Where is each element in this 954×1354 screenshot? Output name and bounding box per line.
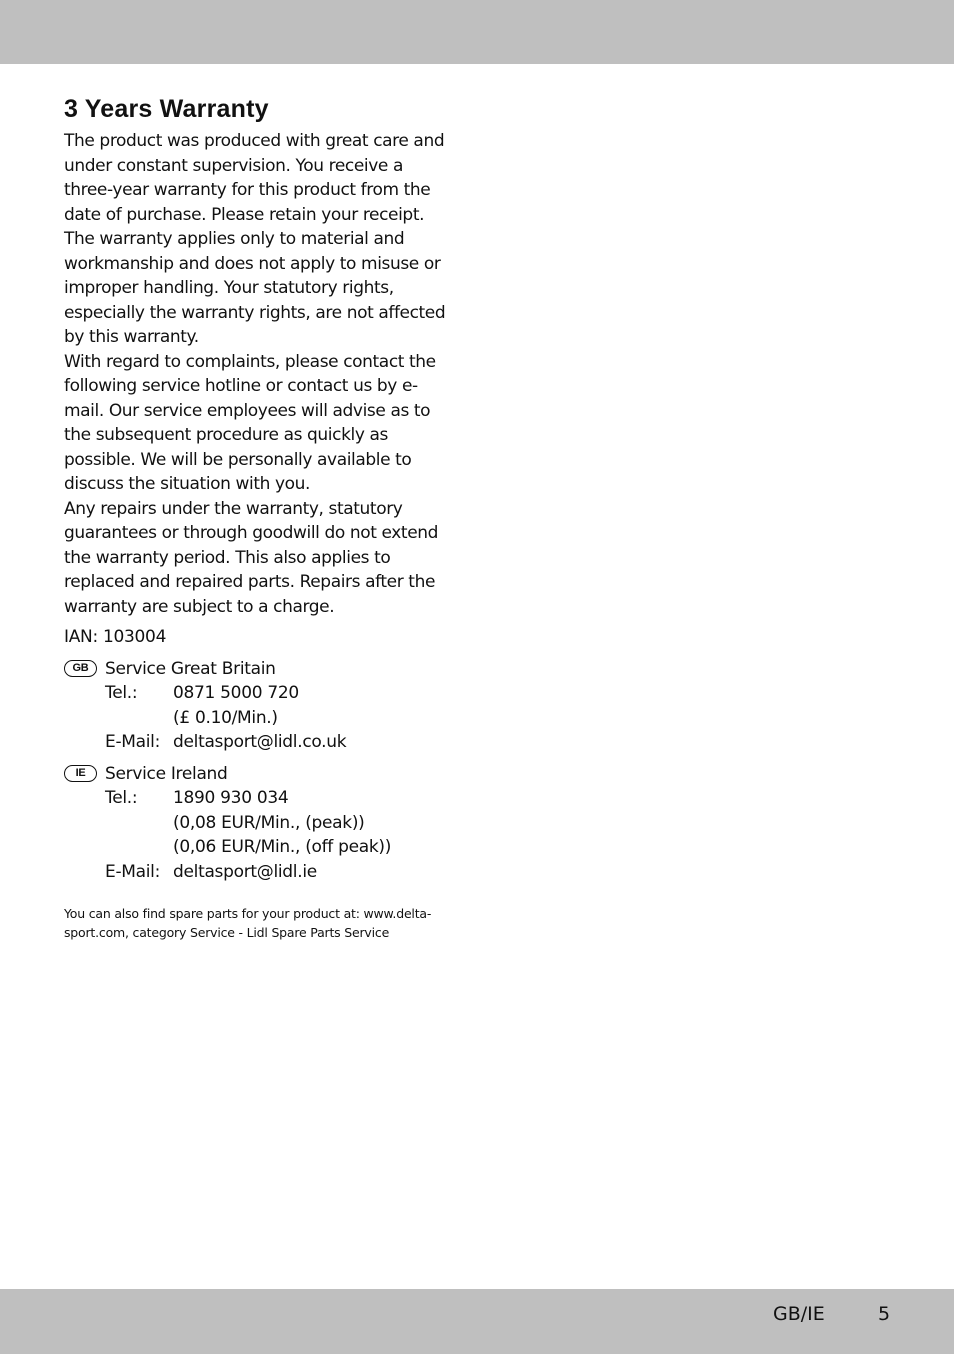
gb-country-badge-icon: GB: [64, 660, 97, 677]
spare-parts-note: You can also find spare parts for your product at: www.delta-sport.com, category Service - Lidl Spare Parts Service: [64, 906, 432, 940]
service-ireland: [64, 762, 456, 885]
footer-language: GB/IE: [773, 1303, 825, 1325]
warranty-paragraph-2: The warranty applies only to material and workmanship and does not apply to misuse or improper handling. Your statutory rights, especially the warranty rights, are not affected by this warranty.: [64, 229, 446, 347]
warranty-section: [64, 94, 456, 942]
service-ie-name: Service Ireland: [105, 763, 228, 784]
header-band: [0, 0, 954, 64]
gb-tel-label: Tel.:: [105, 683, 138, 703]
gb-tel-number: 0871 5000 720: [173, 683, 299, 703]
ie-tel-number: 1890 930 034: [173, 788, 289, 808]
gb-tel-rate: (£ 0.10/Min.): [173, 707, 278, 728]
gb-email-address: deltasport@lidl.co.uk: [173, 732, 347, 752]
ie-email-address: deltasport@lidl.ie: [173, 861, 317, 882]
gb-email-label: E-Mail:: [105, 732, 161, 752]
service-great-britain: [64, 657, 456, 755]
ie-tel-rate-peak: (0,08 EUR/Min., (peak)): [173, 812, 365, 833]
page-title: 3 Years Warranty: [64, 95, 269, 123]
ie-tel-rate-offpeak: (0,06 EUR/Min., (off peak)): [173, 837, 392, 857]
warranty-paragraph-1: The product was produced with great care and under constant supervision. You receive a three-year warranty for this product from the date of purchase. Please retain your receipt.: [64, 131, 445, 225]
ie-country-badge-icon: IE: [64, 765, 97, 782]
ian-number: IAN: 103004: [64, 627, 167, 647]
footer-page-number: 5: [878, 1303, 891, 1325]
service-gb-name: Service Great Britain: [105, 658, 276, 679]
warranty-paragraph-4: Any repairs under the warranty, statutory guarantees or through goodwill do not extend the warranty period. This also applies to replaced and repaired parts. Repairs after the warranty are subject to a charge.: [64, 498, 439, 617]
ie-tel-label: Tel.:: [105, 788, 138, 808]
warranty-paragraph-3: With regard to complaints, please contact the following service hotline or contact us by e-mail. Our service employees will advise as to the subsequent procedure as quickly as possible. We will be personally available to discuss the situation with you.: [64, 351, 436, 494]
ie-email-label: E-Mail:: [105, 861, 161, 882]
